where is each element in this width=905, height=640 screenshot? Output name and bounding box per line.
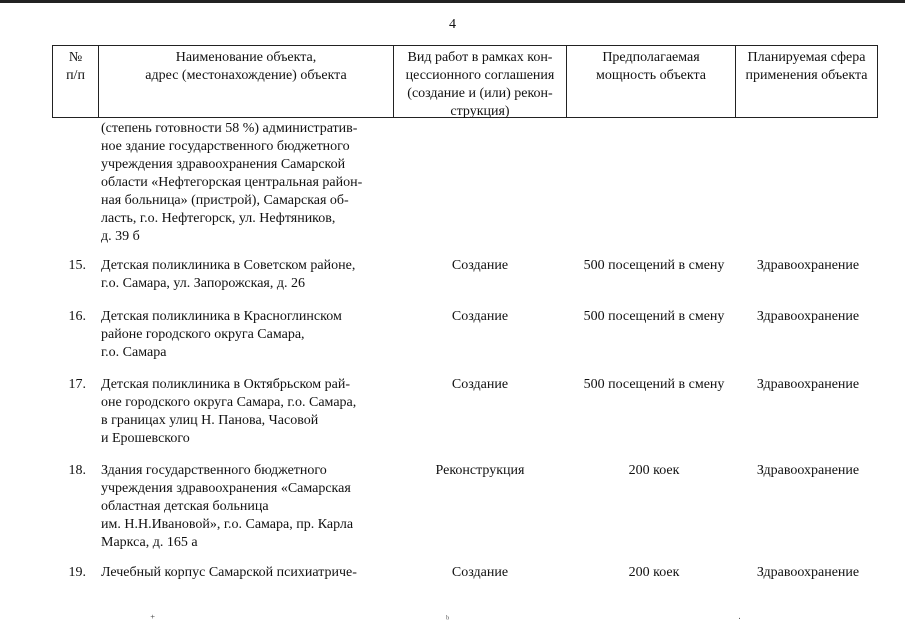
row-capacity: 500 посещений в смену	[583, 309, 725, 324]
scan-top-edge	[0, 0, 905, 3]
row-object-name: Детская поликлиника в Октябрьском рай- оне городского округа Самара, г.о. Самара, в границах улиц Н. Панова, Часовой и Ерошевского	[101, 377, 357, 446]
row-work-type: Реконструкция	[435, 463, 525, 478]
table-header	[52, 45, 878, 118]
header-sphere: Планируемая сфера применения объекта	[745, 50, 868, 83]
row-capacity: 200 коек	[628, 565, 680, 580]
row-number: 16.	[68, 309, 86, 324]
row-capacity: 500 посещений в смену	[583, 258, 725, 273]
row-sphere: Здравоохранение	[756, 309, 860, 324]
header-work-type: Вид работ в рамках кон- цессионного соглашения (создание и (или) рекон- струкция)	[405, 50, 555, 119]
row-work-type: Создание	[451, 258, 509, 273]
row-object-name: Лечебный корпус Самарской психиатриче-	[101, 565, 357, 580]
row-number: 18.	[68, 463, 86, 478]
page-number: 4	[449, 17, 456, 32]
scan-speck: ⁺	[150, 614, 156, 625]
header-object-name: Наименование объекта, адрес (местонахождение) объекта	[145, 50, 347, 83]
continuation-text: (степень готовности 58 %) административ- ное здание государственного бюджетного учреждения здравоохранения Самарской области «Нефтегорская центральная район- ная больница» (пристрой), Самарская об- ласть, г.о. Нефтегорск, ул. Нефтяников, д. 39 б	[101, 121, 363, 244]
row-sphere: Здравоохранение	[756, 565, 860, 580]
row-work-type: Создание	[451, 377, 509, 392]
header-number: № п/п	[66, 50, 85, 83]
row-object-name: Детская поликлиника в Красноглинском районе городского округа Самара, г.о. Самара	[101, 309, 342, 360]
row-number: 15.	[68, 258, 86, 273]
row-sphere: Здравоохранение	[756, 463, 860, 478]
row-work-type: Создание	[451, 565, 509, 580]
row-object-name: Здания государственного бюджетного учреждения здравоохранения «Самарская областная детская больница им. Н.Н.Ивановой», г.о. Самара, пр. Карла Маркса, д. 165 а	[101, 463, 354, 550]
row-sphere: Здравоохранение	[756, 377, 860, 392]
row-capacity: 500 посещений в смену	[583, 377, 725, 392]
scan-speck: ᐧ	[738, 614, 741, 625]
row-work-type: Создание	[451, 309, 509, 324]
scan-speck: ᵇ	[446, 614, 450, 625]
row-number: 17.	[68, 377, 86, 392]
row-number: 19.	[68, 565, 86, 580]
row-object-name: Детская поликлиника в Советском районе, г.о. Самара, ул. Запорожская, д. 26	[101, 258, 356, 291]
row-capacity: 200 коек	[628, 463, 680, 478]
row-sphere: Здравоохранение	[756, 258, 860, 273]
header-capacity: Предполагаемая мощность объекта	[595, 50, 707, 83]
